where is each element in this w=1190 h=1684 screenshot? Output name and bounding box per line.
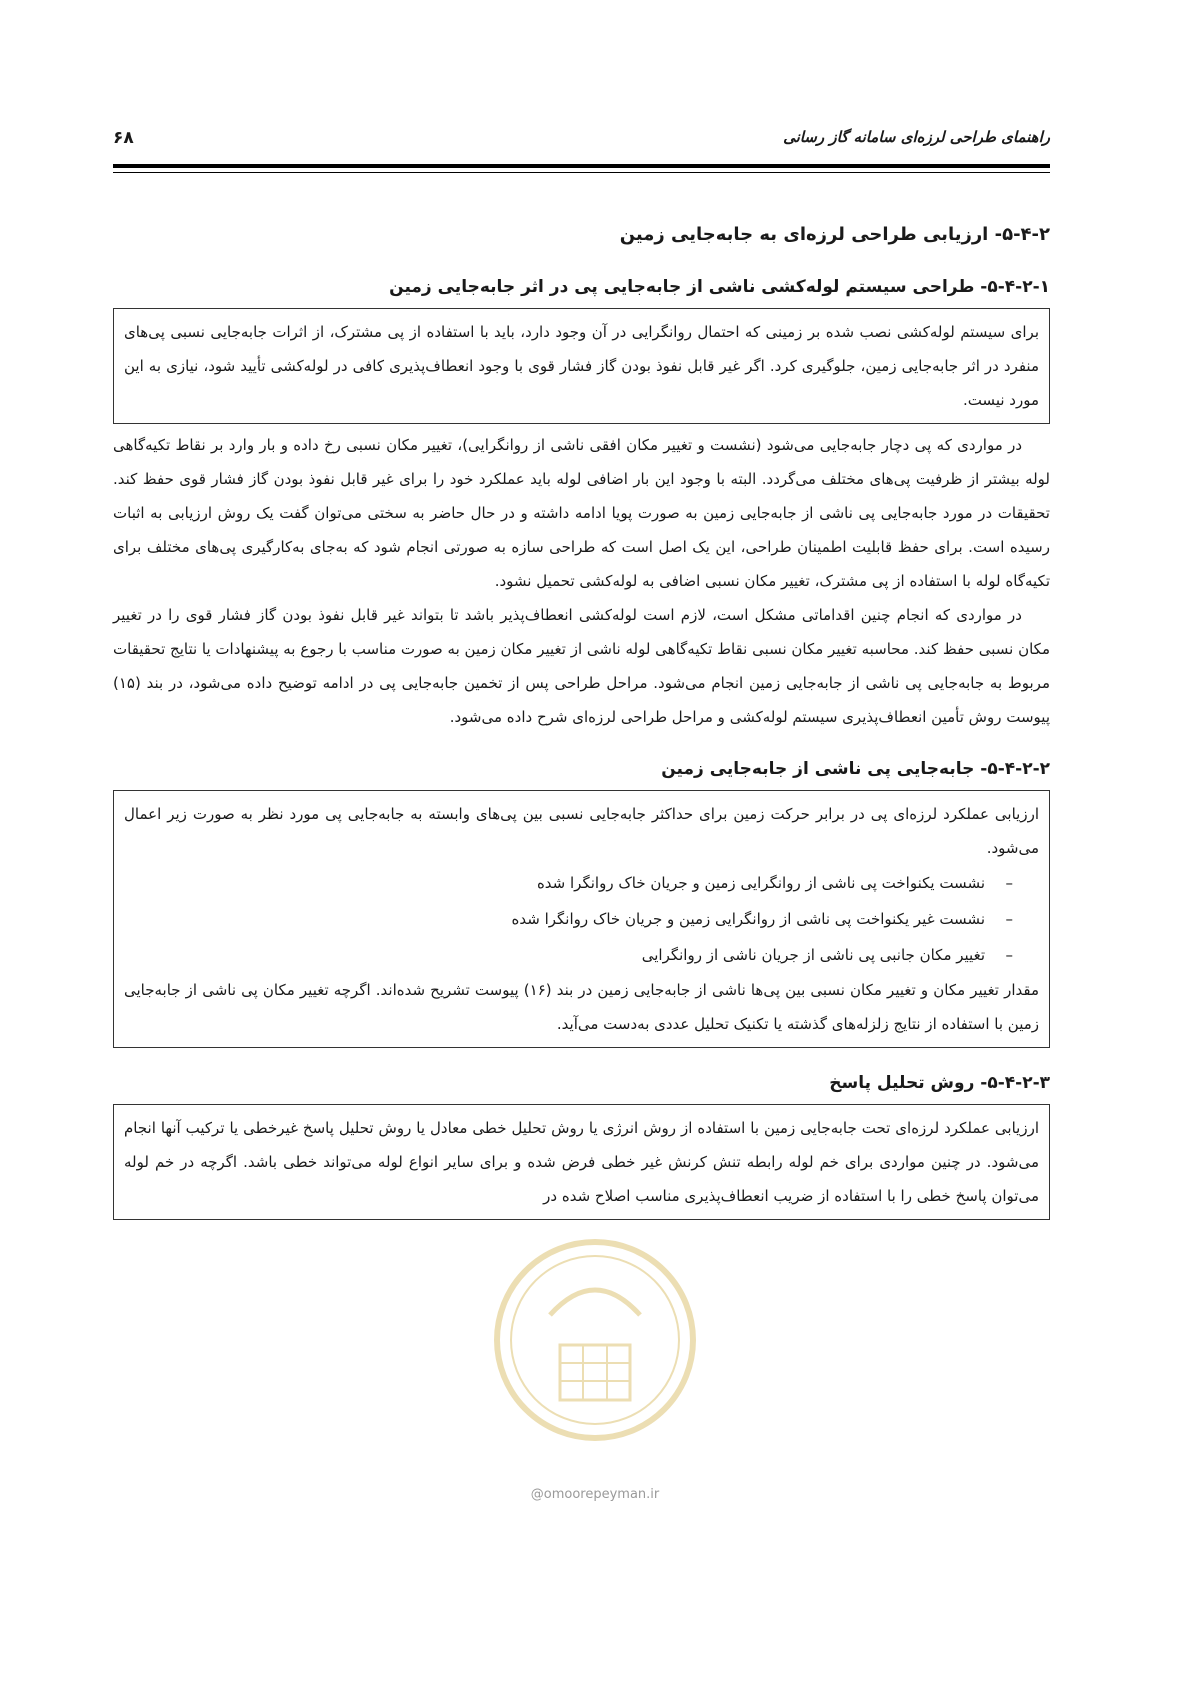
boxed-requirement-1: برای سیستم لوله‌کشی نصب شده بر زمینی که احتمال روانگرایی در آن وجود دارد، باید با استفاده از پی مشترک، از اثرات جابه‌جایی نسبی پی‌های منفرد در اثر جابه‌جایی زمین، جلوگیری کرد. اگر غیر قابل نفوذ بودن گاز فشار قوی با وجود انعطاف‌پذیری کافی در لوله‌کشی تأیید شود، نیازی به این مورد نیست. (113, 308, 1050, 424)
running-title: راهنمای طراحی لرزه‌ای سامانه گاز رسانی (783, 128, 1050, 146)
page-number: ۶۸ (113, 128, 134, 148)
bullet-list (124, 865, 1039, 973)
box2-outro: مقدار تغییر مکان و تغییر مکان نسبی بین پی‌ها ناشی از جابه‌جایی زمین در بند (۱۶) پیوست تشریح شده‌اند. اگرچه تغییر مکان پی ناشی از جابه‌جایی زمین با استفاده از نتایج زلزله‌های گذشته یا تکنیک تحلیل عددی به‌دست می‌آید. (124, 981, 1039, 1033)
section-heading-5-4-2-1: ۵-۴-۲-۱- طراحی سیستم لوله‌کشی ناشی از جابه‌جایی پی در اثر جابه‌جایی زمین (389, 277, 1050, 297)
watermark-url: @omoorepeyman.ir (530, 1487, 660, 1502)
page-content (113, 210, 1050, 1224)
section-heading-5-4-2: ۵-۴-۲- ارزیابی طراحی لرزه‌ای به جابه‌جایی زمین (619, 224, 1050, 245)
commentary-paragraph-2: در مواردی که انجام چنین اقداماتی مشکل است، لازم است لوله‌کشی انعطاف‌پذیر باشد تا بتواند غیر قابل نفوذ بودن گاز فشار قوی را در تغییر مکان نسبی حفظ کند. محاسبه تغییر مکان نسبی نقاط تکیه‌گاهی لوله ناشی از تغییر مکان زمین به صورت مناسب با رجوع به پیشنهادات یا نتایج تحقیقات مربوط به جابه‌جایی پی ناشی از جابه‌جایی زمین انجام می‌شود. مراحل طراحی پس از تخمین جابه‌جایی پی در ادامه توضیح داده می‌شود، در بند (۱۵) پیوست روش تأمین انعطاف‌پذیری سیستم لوله‌کشی و مراحل طراحی لرزه‌ای شرح داده می‌شود. (113, 606, 1050, 726)
box2-intro: ارزیابی عملکرد لرزه‌ای پی در برابر حرکت زمین برای حداکثر جابه‌جایی نسبی بین پی‌های وابسته به جابه‌جایی پی مورد نظر به صورت زیر اعمال می‌شود. (124, 805, 1039, 857)
bullet-dash: – (1005, 946, 1013, 964)
section-heading-5-4-2-3: ۵-۴-۲-۳- روش تحلیل پاسخ (829, 1073, 1050, 1093)
list-item: – نشست غیر یکنواخت پی ناشی از روانگرایی زمین و جریان خاک روانگرا شده (124, 901, 1013, 937)
list-item: – تغییر مکان جانبی پی ناشی از جریان ناشی از روانگرایی (124, 937, 1013, 973)
boxed-requirement-3: ارزیابی عملکرد لرزه‌ای تحت جابه‌جایی زمین با استفاده از روش انرژی یا روش تحلیل خطی معادل یا روش تحلیل پاسخ غیرخطی یا ترکیب آنها انجام می‌شود. در چنین مواردی برای خم لوله رابطه تنش کرنش غیر خطی فرض شده و برای سایر انواع لوله می‌تواند خطی باشد. اگرچه در خم لوله می‌توان پاسخ خطی را با استفاده از ضریب انعطاف‌پذیری مناسب اصلاح شده در (113, 1104, 1050, 1220)
list-item: – نشست یکنواخت پی ناشی از روانگرایی زمین و جریان خاک روانگرا شده (124, 865, 1013, 901)
bullet-dash: – (1005, 910, 1013, 928)
commentary-paragraph-1: در مواردی که پی دچار جابه‌جایی می‌شود (نشست و تغییر مکان افقی ناشی از روانگرایی)، تغییر مکان نسبی رخ داده و بار وارد بر نقاط تکیه‌گاهی لوله بیشتر از ظرفیت پی‌های مختلف می‌گردد. البته با وجود این بار اضافی لوله باید عملکرد خود را برای غیر قابل نفوذ بودن گاز فشار قوی حفظ کند. تحقیقات در مورد جابه‌جایی پی ناشی از جابه‌جایی زمین به صورت پویا ادامه داشته و در حال حاضر به سختی می‌توان گفت یک روش ارزیابی به اثبات رسیده است. برای حفظ قابلیت اطمینان طراحی، این یک اصل است که طراحی سازه به صورتی انجام شود که به‌جای به‌کارگیری پی‌های مختلف برای تکیه‌گاه لوله با استفاده از پی مشترک، تغییر مکان نسبی اضافی به لوله‌کشی تحمیل نشود. (113, 436, 1050, 590)
page-header (113, 120, 1050, 170)
bullet-dash: – (1005, 874, 1013, 892)
header-rule-thin (113, 172, 1050, 173)
boxed-requirement-2 (113, 790, 1050, 1048)
header-rule-thick (113, 164, 1050, 168)
section-heading-5-4-2-2: ۵-۴-۲-۲- جابه‌جایی پی ناشی از جابه‌جایی زمین (661, 759, 1050, 779)
watermark-seal-icon (490, 1235, 700, 1445)
